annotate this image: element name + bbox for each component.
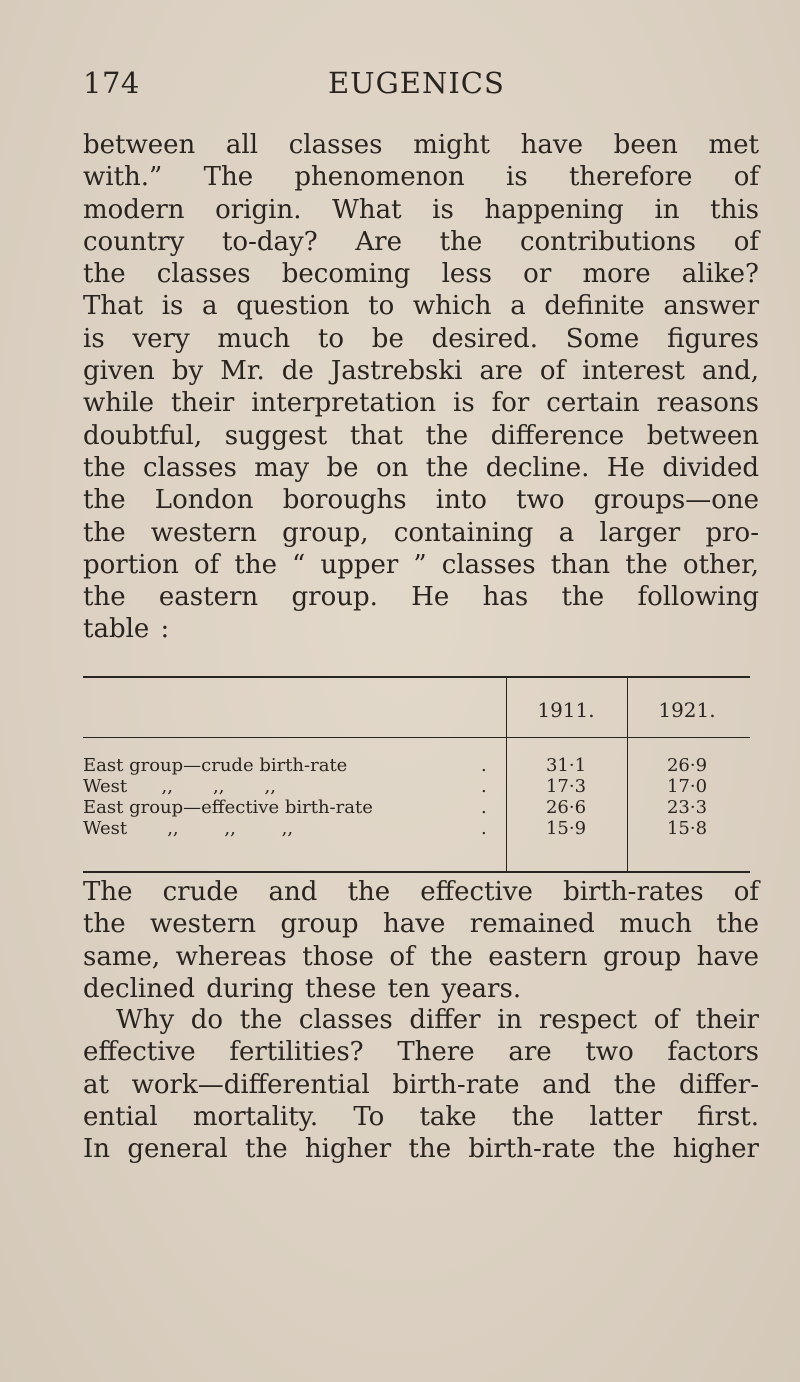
text-line: the western group have remained much the [83,909,759,940]
text-line: given by Mr. de Jastrebski are of interest and, [83,356,759,387]
column-header-1921: 1921. [658,698,716,722]
cell-1911: 15·9 [545,818,587,839]
row-leader-dot: . [481,818,487,839]
text-line: That is a question to which a definite answer [83,291,759,322]
cell-1921: 26·9 [666,755,708,776]
row-leader-dot: . [481,776,487,797]
page-header [83,66,750,110]
row-leader-dot: . [481,755,487,776]
paragraph-3 [83,1004,759,1165]
text-line: the classes becoming less or more alike? [83,259,759,290]
text-line: the classes may be on the decline. He divided [83,452,759,483]
page-number: 174 [83,66,140,100]
text-line: while their interpretation is for certain reasons [83,388,759,419]
table-row [83,819,750,839]
table-row [83,798,750,818]
text-line: In general the higher the birth-rate the higher [83,1134,759,1165]
row-label: East group—effective birth-rate [83,797,373,818]
text-line: table : [83,614,170,645]
text-line: is very much to be desired. Some figures [83,323,759,354]
table-row [83,777,750,797]
text-line: effective fertilities? There are two factors [83,1037,759,1068]
running-head: EUGENICS [328,66,505,100]
text-line: The crude and the effective birth-rates of [83,877,759,907]
paragraph-1 [83,129,759,646]
text-line: the London boroughs into two groups—one [83,485,759,516]
text-line: the eastern group. He has the following [83,582,759,613]
table-top-rule [83,676,750,678]
row-leader-dot: . [481,797,487,818]
text-line: at work—differential birth-rate and the differ- [83,1069,759,1100]
text-line: same, whereas those of the eastern group have [83,941,759,972]
text-line: country to-day? Are the contributions of [83,226,759,257]
text-line: modern origin. What is happening in this [83,194,759,225]
text-line: ential mortality. To take the latter first. [83,1101,759,1132]
text-line: declined during these ten years. [83,973,522,1004]
row-label: West ,, ,, ,, [83,818,294,839]
text-line: between all classes might have been met [83,130,759,160]
table-header-rule [83,737,750,738]
row-label: West ,, ,, ,, [83,776,276,797]
cell-1921: 23·3 [666,797,708,818]
row-label: East group—crude birth-rate [83,755,348,776]
cell-1911: 26·6 [545,797,587,818]
birth-rate-table [83,676,750,874]
text-line: portion of the “ upper ” classes than the other, [83,549,759,580]
cell-1921: 15·8 [666,818,708,839]
text-line: the western group, containing a larger pro- [83,517,759,548]
paragraph-2 [83,876,759,1005]
cell-1921: 17·0 [666,776,708,797]
cell-1911: 31·1 [545,755,587,776]
column-header-1911: 1911. [537,698,595,722]
table-bottom-rule [83,871,750,873]
text-line: with.” The phenomenon is therefore of [83,162,759,193]
text-line: Why do the classes differ in respect of their [116,1005,759,1035]
cell-1911: 17·3 [545,776,587,797]
table-row [83,756,750,776]
text-line: doubtful, suggest that the difference between [83,420,759,451]
